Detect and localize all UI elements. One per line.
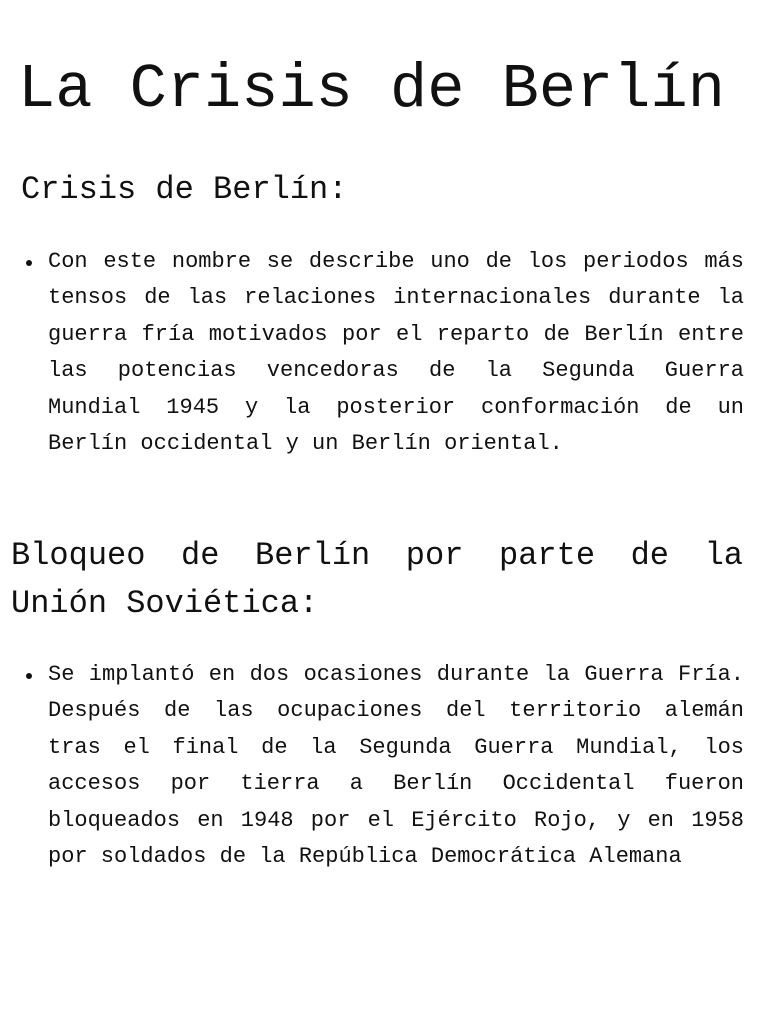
list-item bbox=[22, 657, 744, 875]
bullet-list-crisis bbox=[22, 244, 744, 462]
section-heading-bloqueo-line1: Bloqueo de Berlín por parte de la bbox=[11, 537, 743, 574]
list-item bbox=[22, 244, 744, 462]
section-heading-bloqueo-line2: Unión Soviética: bbox=[11, 585, 319, 622]
bullet-text: Con este nombre se describe uno de los periodos más tensos de las relaciones internacionales durante la guerra fría motivados por el reparto de Berlín entre las potencias vencedoras de la Segunda Guerra Mundial 1945 y la posterior conformación de un Berlín occidental y un Berlín oriental. bbox=[48, 249, 744, 457]
section-heading-crisis: Crisis de Berlín: bbox=[21, 171, 348, 208]
section-heading-bloqueo bbox=[11, 532, 743, 628]
bullet-icon bbox=[26, 673, 32, 679]
bullet-icon bbox=[26, 260, 32, 266]
bullet-text: Se implantó en dos ocasiones durante la Guerra Fría. Después de las ocupaciones del territorio alemán tras el final de la Segunda Guerra Mundial, los accesos por tierra a Berlín Occidental fueron bloqueados en 1948 por el Ejército Rojo, y en 1958 por soldados de la República Democrática Alemana bbox=[48, 662, 744, 870]
page-title: La Crisis de Berlín bbox=[18, 54, 725, 125]
bullet-list-bloqueo bbox=[22, 657, 744, 875]
